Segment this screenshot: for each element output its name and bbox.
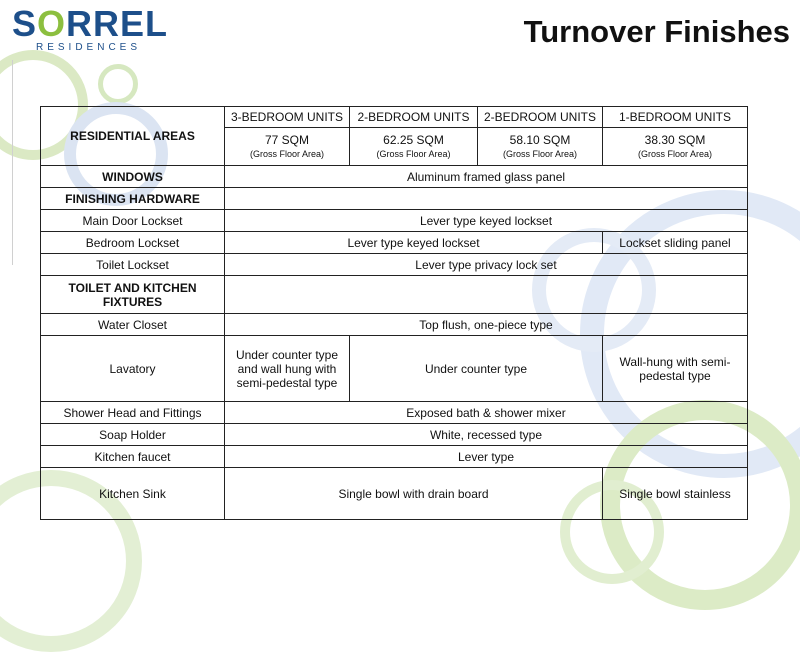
table-row: [41, 210, 748, 232]
row-label-shower: Shower Head and Fittings: [41, 402, 225, 424]
unit-area-3br: 77 SQM (Gross Floor Area): [225, 128, 350, 166]
deco-circle-green-small: [98, 64, 138, 104]
residential-areas-header: RESIDENTIAL AREAS: [41, 107, 225, 166]
table-row: [41, 166, 748, 188]
page-title: Turnover Finishes: [523, 14, 790, 49]
row-label-lavatory: Lavatory: [41, 336, 225, 402]
table-row: [41, 276, 748, 314]
table-row: [41, 254, 748, 276]
unit-header-2br-a: 2-BEDROOM UNITS: [350, 107, 478, 128]
row-label-main-door: Main Door Lockset: [41, 210, 225, 232]
cell-shower: Exposed bath & shower mixer: [225, 402, 748, 424]
table-row: [41, 107, 748, 128]
section-finishing-hardware: FINISHING HARDWARE: [41, 188, 225, 210]
divider-line: [0, 60, 13, 265]
row-label-water-closet: Water Closet: [41, 314, 225, 336]
table-row: [41, 402, 748, 424]
brand-subtitle: RESIDENCES: [36, 42, 142, 53]
table-row: [41, 424, 748, 446]
row-label-kitchen-faucet: Kitchen faucet: [41, 446, 225, 468]
brand-logo: [12, 3, 169, 54]
table-row: [41, 188, 748, 210]
table-row: [41, 336, 748, 402]
table-row: [41, 446, 748, 468]
table-row: [41, 314, 748, 336]
cell-windows: Aluminum framed glass panel: [225, 166, 748, 188]
cell-water-closet: Top flush, one-piece type: [225, 314, 748, 336]
cell-kitchen-sink: Single bowl with drain board: [225, 468, 603, 520]
cell-lavatory-1br: Wall-hung with semi-pedestal type: [603, 336, 748, 402]
cell-empty: [225, 188, 748, 210]
cell-kitchen-faucet: Lever type: [225, 446, 748, 468]
cell-bedroom-lockset: Lever type keyed lockset: [225, 232, 603, 254]
cell-kitchen-sink-1br: Single bowl stainless: [603, 468, 748, 520]
row-label-windows: WINDOWS: [41, 166, 225, 188]
cell-lavatory-2br: Under counter type: [350, 336, 603, 402]
unit-header-2br-b: 2-BEDROOM UNITS: [478, 107, 603, 128]
cell-empty: [225, 276, 748, 314]
cell-soap-holder: White, recessed type: [225, 424, 748, 446]
unit-header-3br: 3-BEDROOM UNITS: [225, 107, 350, 128]
brand-name: SORREL: [12, 3, 169, 44]
cell-bedroom-lockset-1br: Lockset sliding panel: [603, 232, 748, 254]
unit-area-1br: 38.30 SQM (Gross Floor Area): [603, 128, 748, 166]
row-label-kitchen-sink: Kitchen Sink: [41, 468, 225, 520]
row-label-bedroom-lockset: Bedroom Lockset: [41, 232, 225, 254]
table-row: [41, 232, 748, 254]
section-toilet-kitchen: TOILET AND KITCHEN FIXTURES: [41, 276, 225, 314]
finishes-table: [40, 106, 748, 520]
cell-toilet-lockset: Lever type privacy lock set: [225, 254, 748, 276]
cell-main-door: Lever type keyed lockset: [225, 210, 748, 232]
unit-area-2br-a: 62.25 SQM (Gross Floor Area): [350, 128, 478, 166]
row-label-toilet-lockset: Toilet Lockset: [41, 254, 225, 276]
row-label-soap-holder: Soap Holder: [41, 424, 225, 446]
unit-area-2br-b: 58.10 SQM (Gross Floor Area): [478, 128, 603, 166]
unit-header-1br: 1-BEDROOM UNITS: [603, 107, 748, 128]
table-row: [41, 468, 748, 520]
cell-lavatory-3br: Under counter type and wall hung with semi-pedestal type: [225, 336, 350, 402]
